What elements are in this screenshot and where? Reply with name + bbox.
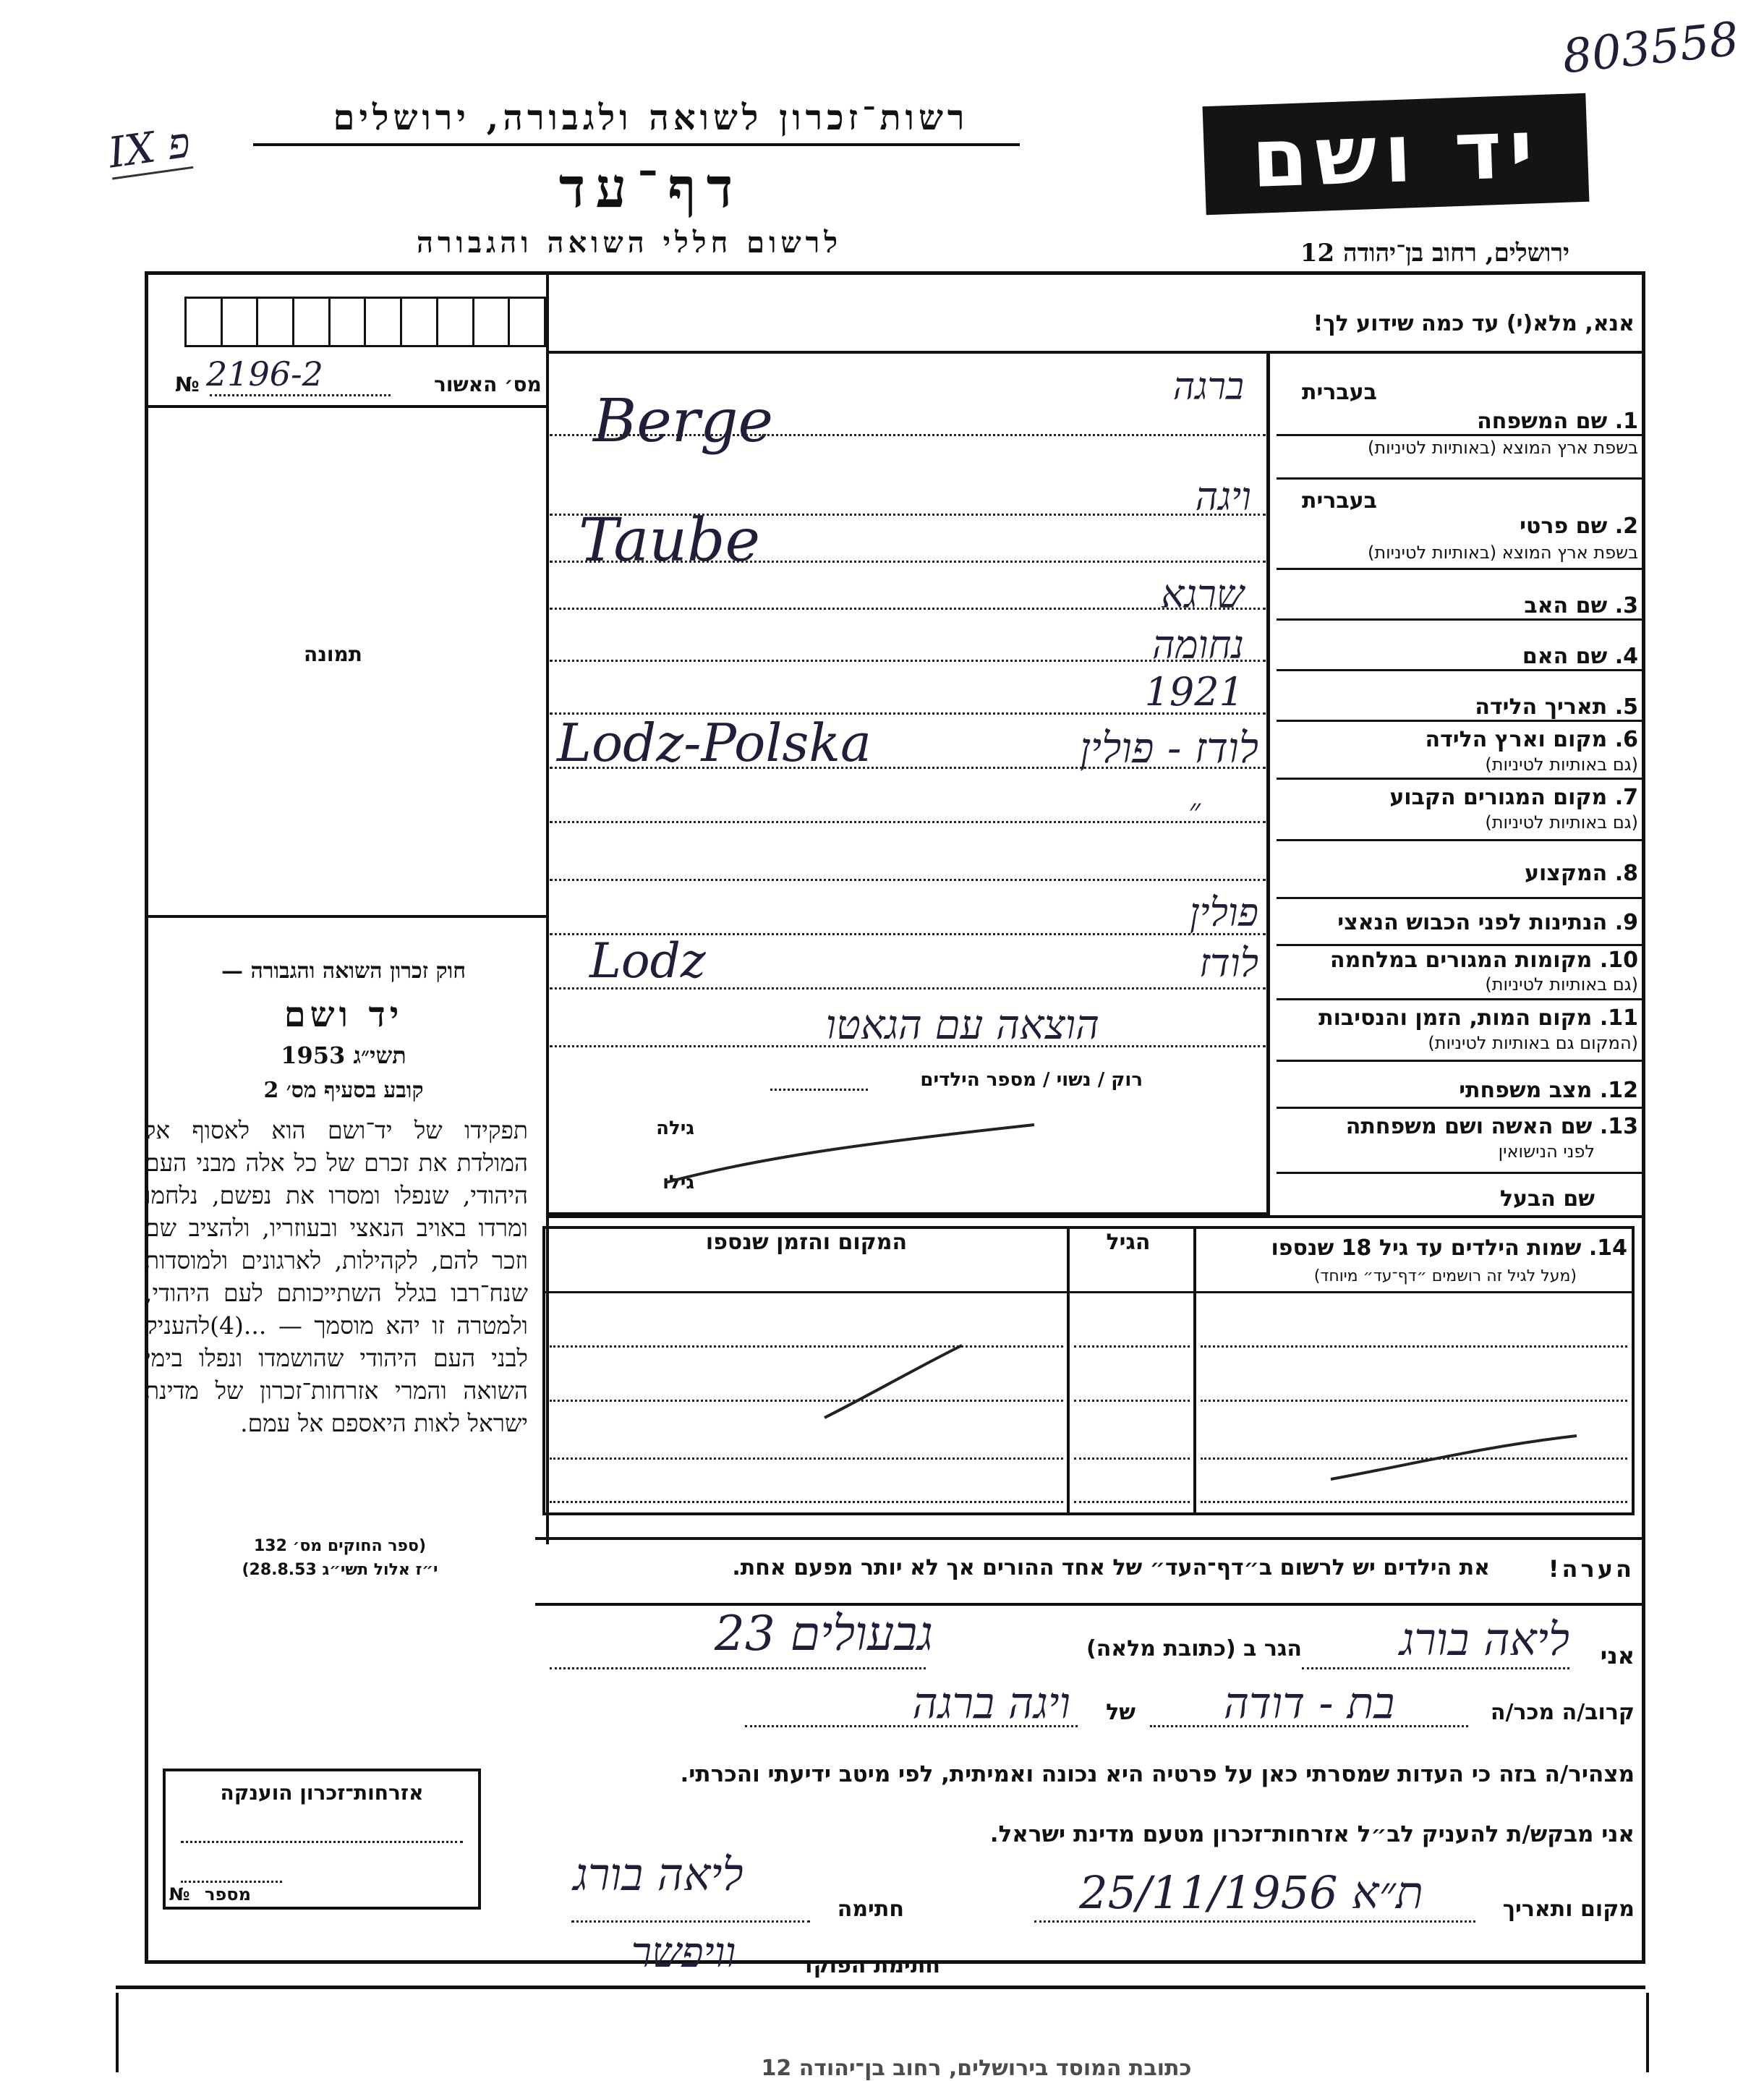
husband-age-label: גילו xyxy=(662,1172,694,1193)
approval-label: מס׳ האשור xyxy=(434,373,542,396)
children-place-header: המקום והזמן שנספו xyxy=(705,1230,908,1255)
wife-age-label: גילה xyxy=(656,1118,694,1139)
field-7-label: 7. מקום המגורים הקבוע xyxy=(1389,785,1638,810)
of-label: של xyxy=(1106,1700,1135,1725)
law-year: תשי״ג 1953 xyxy=(281,1042,406,1069)
citizenship-number-label: מספר xyxy=(205,1884,251,1905)
note-text: את הילדים יש לרשום ב״דף־העד״ של אחד ההורים אך לא יותר מפעם אחת. xyxy=(732,1555,1490,1580)
first-name-he[interactable]: ויגה xyxy=(1195,474,1251,519)
citizenship-no-symbol: № xyxy=(169,1884,190,1905)
field-1-sub: בשפת ארץ המוצא (באותיות לטיניות) xyxy=(1368,438,1638,458)
footer-text: כתובת המוסד בירושלים, רחוב בן־יהודה 12 xyxy=(761,2056,1192,2081)
signature-value[interactable]: ליאה בורג xyxy=(573,1848,743,1901)
field-1-label: 1. שם המשפחה xyxy=(1477,409,1638,434)
approval-no-symbol: № xyxy=(175,373,200,396)
field-9-label: 9. הנתינות לפני הכבוש הנאצי xyxy=(1337,910,1638,935)
field-2-sub: בשפת ארץ המוצא (באותיות לטיניות) xyxy=(1368,542,1638,563)
officer-label: חתימת הפוקד xyxy=(801,1953,940,1978)
field-6-sub: (גם באותיות לטיניות) xyxy=(1485,754,1638,775)
place-date-label: מקום ותאריך xyxy=(1502,1897,1635,1922)
field-12-label: 12. מצב משפחתי xyxy=(1459,1078,1638,1103)
wartime-residence-latin[interactable]: Lodz xyxy=(589,933,706,989)
law-ref-1: (ספר החוקים מס׳ 132 xyxy=(253,1537,427,1555)
field-11-label: 11. מקום המות, הזמן והנסיבות xyxy=(1318,1005,1638,1031)
first-name-latin[interactable]: Taube xyxy=(579,506,761,575)
field-5-label: 5. תאריך הלידה xyxy=(1475,694,1638,720)
law-text: תפקידו של יד־ושם הוא לאסוף אל המולדת את זכרם של כל אלה מבני העם היהודי, שנפלו ומסרו את נפשם, נלחמו ומרדו באויב הנאצי ובעוזריו, ולהציב שם וזכר להם, לקהילות, לארגונים ולמוסדות שנח־רבו בגלל השתייכותם לעם היהודי, ולמטרה זו יהא מוסמך — ...(4)להעניק לבני העם היהודי שהושמדו ונפלו בימי השואה והמרי אזרחות־זכרון של מדינת ישראל לאות היאספם אל עמם. xyxy=(145,1116,528,1437)
field-1-tag: בעברית xyxy=(1302,380,1377,405)
husband-label: שם הבעל xyxy=(1499,1186,1595,1212)
intro-text: אנא, מלא(י) עד כמה שידוע לך! xyxy=(1313,311,1635,336)
citizenship-title: אזרחות־זכרון הוענקה xyxy=(220,1781,424,1805)
nationality[interactable]: פולין xyxy=(1189,890,1258,935)
marital-options: רוק / נשוי / מספר הילדים xyxy=(920,1069,1143,1091)
archive-number: 803558 xyxy=(1559,12,1742,85)
relation-label: קרוב/ה מכר/ה xyxy=(1490,1700,1635,1725)
form-subtitle: לרשום חללי השואה והגבורה xyxy=(416,226,843,260)
law-title: חוק זכרון השואה והגבורה — xyxy=(221,958,466,984)
strike-stroke-13 xyxy=(665,1125,1034,1183)
father-name[interactable]: שרגא xyxy=(1161,571,1244,617)
children-header: 14. שמות הילדים עד גיל 18 שנספו xyxy=(1271,1235,1627,1261)
field-2-tag: בעברית xyxy=(1302,488,1377,514)
declarant-i-label: אני xyxy=(1600,1642,1635,1669)
field-13-label: 13. שם האשה ושם משפחתה xyxy=(1345,1114,1638,1139)
birth-place-latin[interactable]: Lodz-Polska xyxy=(557,712,872,773)
field-7-sub: (גם באותיות לטיניות) xyxy=(1485,812,1638,833)
approval-number[interactable]: 2196-2 xyxy=(206,354,323,393)
of-name[interactable]: ויגה ברגה xyxy=(912,1678,1070,1729)
request-text: אני מבקש/ת להעניק לב״ל אזרחות־זכרון מטעם מדינת ישראל. xyxy=(989,1821,1635,1847)
children-age-header: הגיל xyxy=(1106,1230,1151,1255)
logo-text: יד ושם xyxy=(1250,102,1542,206)
form-title: דף־עד xyxy=(558,156,743,220)
birth-place-he[interactable]: לודז - פולין xyxy=(1080,723,1258,773)
residence[interactable]: ״ xyxy=(1188,792,1201,829)
declarant-name[interactable]: ליאה בורג xyxy=(1399,1613,1569,1666)
family-name-he[interactable]: ברגה xyxy=(1172,365,1244,409)
birth-date[interactable]: 1921 xyxy=(1144,669,1244,715)
family-name-latin[interactable]: Berge xyxy=(593,387,774,456)
address: ירושלים, רחוב בן־יהודה 12 xyxy=(1300,239,1569,268)
field-13-sub: לפני הנישואין xyxy=(1498,1141,1595,1162)
residence-label: הגר ב (כתובת מלאה) xyxy=(1086,1636,1302,1661)
statement-text: מצהיר/ה בזה כי העדות שמסרתי כאן על פרטיה היא נכונה ואמיתית, לפי מיטב ידיעתי והכרתי. xyxy=(680,1761,1635,1787)
death-circumstances[interactable]: הוצאה עם הגאטו xyxy=(825,1002,1099,1049)
law-ref-2: י״ז אלול תשי״ג 28.8.53) xyxy=(242,1561,438,1579)
field-10-sub: (גם באותיות לטיניות) xyxy=(1485,974,1638,995)
law-name: יד ושם xyxy=(284,995,404,1035)
field-4-label: 4. שם האם xyxy=(1522,644,1638,669)
footer-rule xyxy=(116,1986,1645,1989)
officer-signature[interactable]: וויפשר xyxy=(631,1928,736,1977)
photo-label: תמונה xyxy=(304,642,362,666)
law-clause: קובע בסעיף מס׳ 2 xyxy=(263,1078,424,1103)
field-3-label: 3. שם האב xyxy=(1524,593,1638,618)
note-label: הערה! xyxy=(1548,1555,1635,1583)
relation-value[interactable]: בת - דודה xyxy=(1223,1678,1395,1729)
signature-label: חתימה xyxy=(837,1897,904,1922)
place-date-value[interactable]: ת״א 25/11/1956 xyxy=(1079,1866,1423,1919)
field-10-label: 10. מקומות המגורים במלחמה xyxy=(1330,948,1638,973)
margin-mark: פ IX xyxy=(106,117,194,179)
mother-name[interactable]: נחומה xyxy=(1152,622,1244,668)
field-8-label: 8. המקצוע xyxy=(1524,861,1638,886)
wartime-residence-he[interactable]: לודז xyxy=(1198,940,1258,986)
children-header-sub: (מעל לגיל זה רושמים ״דף־עד״ מיוחד) xyxy=(1313,1267,1577,1285)
org-line: רשות־זכרון לשואה ולגבורה, ירושלים xyxy=(333,98,969,138)
declarant-address[interactable]: גבעולים 23 xyxy=(714,1606,933,1661)
field-6-label: 6. מקום וארץ הלידה xyxy=(1425,727,1638,752)
field-2-label: 2. שם פרטי xyxy=(1520,514,1638,539)
field-11-sub: (המקום גם באותיות לטיניות) xyxy=(1428,1033,1638,1053)
